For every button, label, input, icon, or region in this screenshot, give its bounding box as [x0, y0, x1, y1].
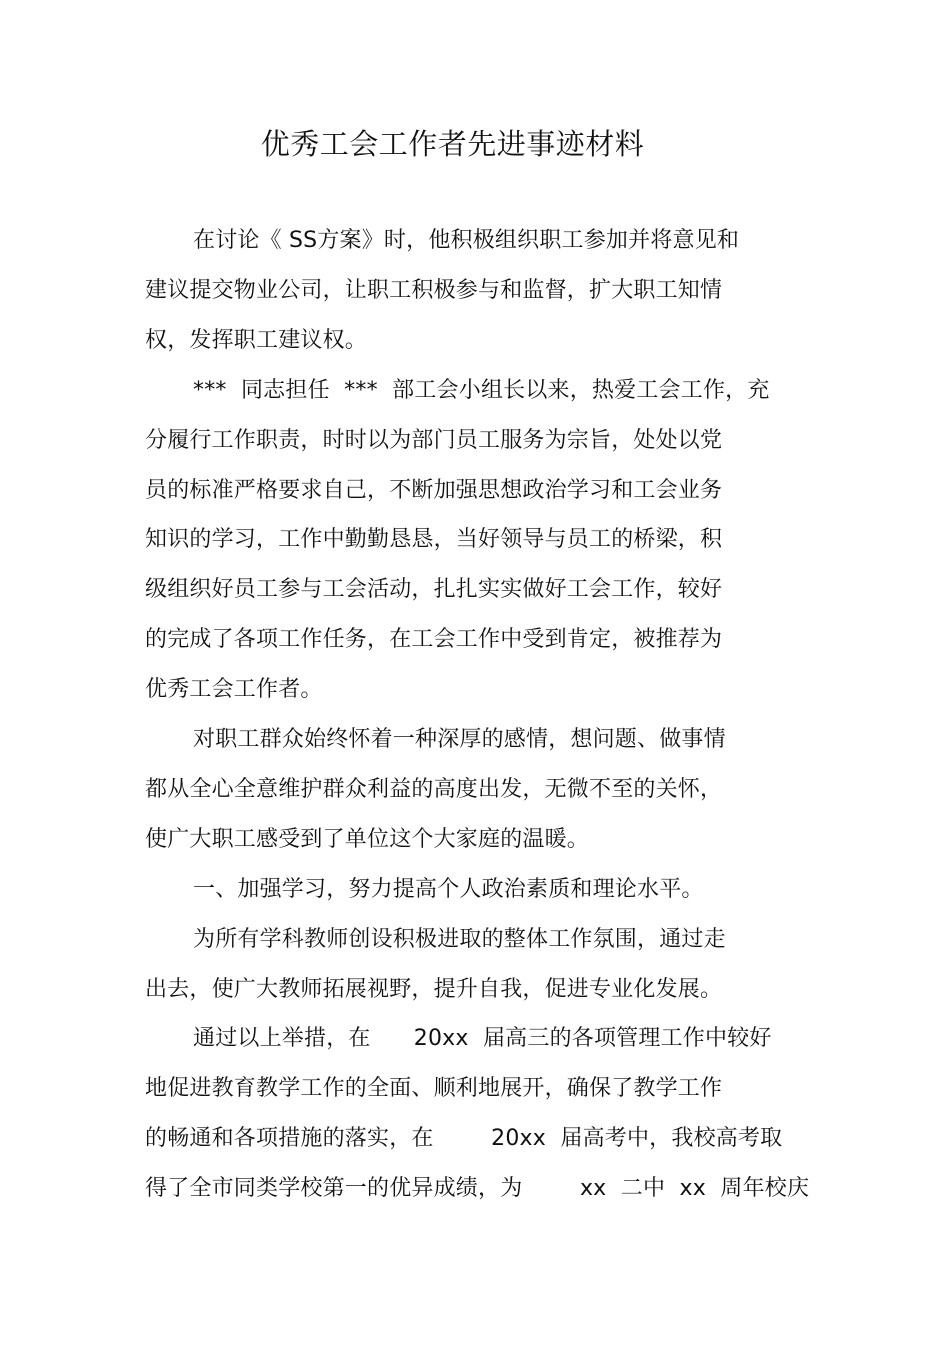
- paragraph-line: 地促进教育教学工作的全面、顺利地展开，确保了教学工作: [145, 1076, 723, 1101]
- paragraph-line: 的畅通和各项措施的落实，在 20xx 届高考中，我校高考取: [145, 1126, 783, 1151]
- paragraph-line: 在讨论《 SS方案》时，他积极组织职工参加并将意见和: [193, 228, 740, 253]
- paragraph-line: 都从全心全意维护群众利益的高度出发，无微不至的关怀，: [145, 777, 723, 802]
- paragraph-line: 权，发挥职工建议权。: [145, 328, 368, 353]
- paragraph-line: 使广大职工感受到了单位这个大家庭的温暖。: [145, 827, 590, 852]
- paragraph-line: 对职工群众始终怀着一种深厚的感情，想问题、做事情: [193, 727, 726, 752]
- paragraph-line: 员的标准严格要求自己，不断加强思想政治学习和工会业务: [145, 478, 723, 503]
- paragraph-line: 级组织好员工参与工会活动，扎扎实实做好工会工作，较好: [145, 577, 723, 602]
- paragraph-line: 分履行工作职责，时时以为部门员工服务为宗旨，处处以党: [145, 428, 723, 453]
- paragraph-line: 建议提交物业公司，让职工积极参与和监督，扩大职工知情: [145, 278, 723, 303]
- paragraph-line: 的完成了各项工作任务，在工会工作中受到肯定，被推荐为: [145, 627, 723, 652]
- paragraph-line: 出去，使广大教师拓展视野，提升自我，促进专业化发展。: [145, 977, 723, 1002]
- paragraph-line: 知识的学习，工作中勤勤恳恳，当好领导与员工的桥梁，积: [145, 527, 723, 552]
- section-heading: 一、加强学习，努力提高个人政治素质和理论水平。: [193, 877, 704, 902]
- paragraph-line: 通过以上举措，在 20xx 届高三的各项管理工作中较好: [193, 1026, 772, 1051]
- paragraph-line: 优秀工会工作者。: [145, 677, 323, 702]
- paragraph-line: 为所有学科教师创设积极进取的整体工作氛围，通过走: [193, 927, 726, 952]
- paragraph-line: 得了全市同类学校第一的优异成绩，为 xx 二中 xx 周年校庆: [145, 1176, 810, 1201]
- document-title: 优秀工会工作者先进事迹材料: [260, 127, 645, 161]
- paragraph-line: *** 同志担任 *** 部工会小组长以来，热爱工会工作，充: [193, 378, 770, 403]
